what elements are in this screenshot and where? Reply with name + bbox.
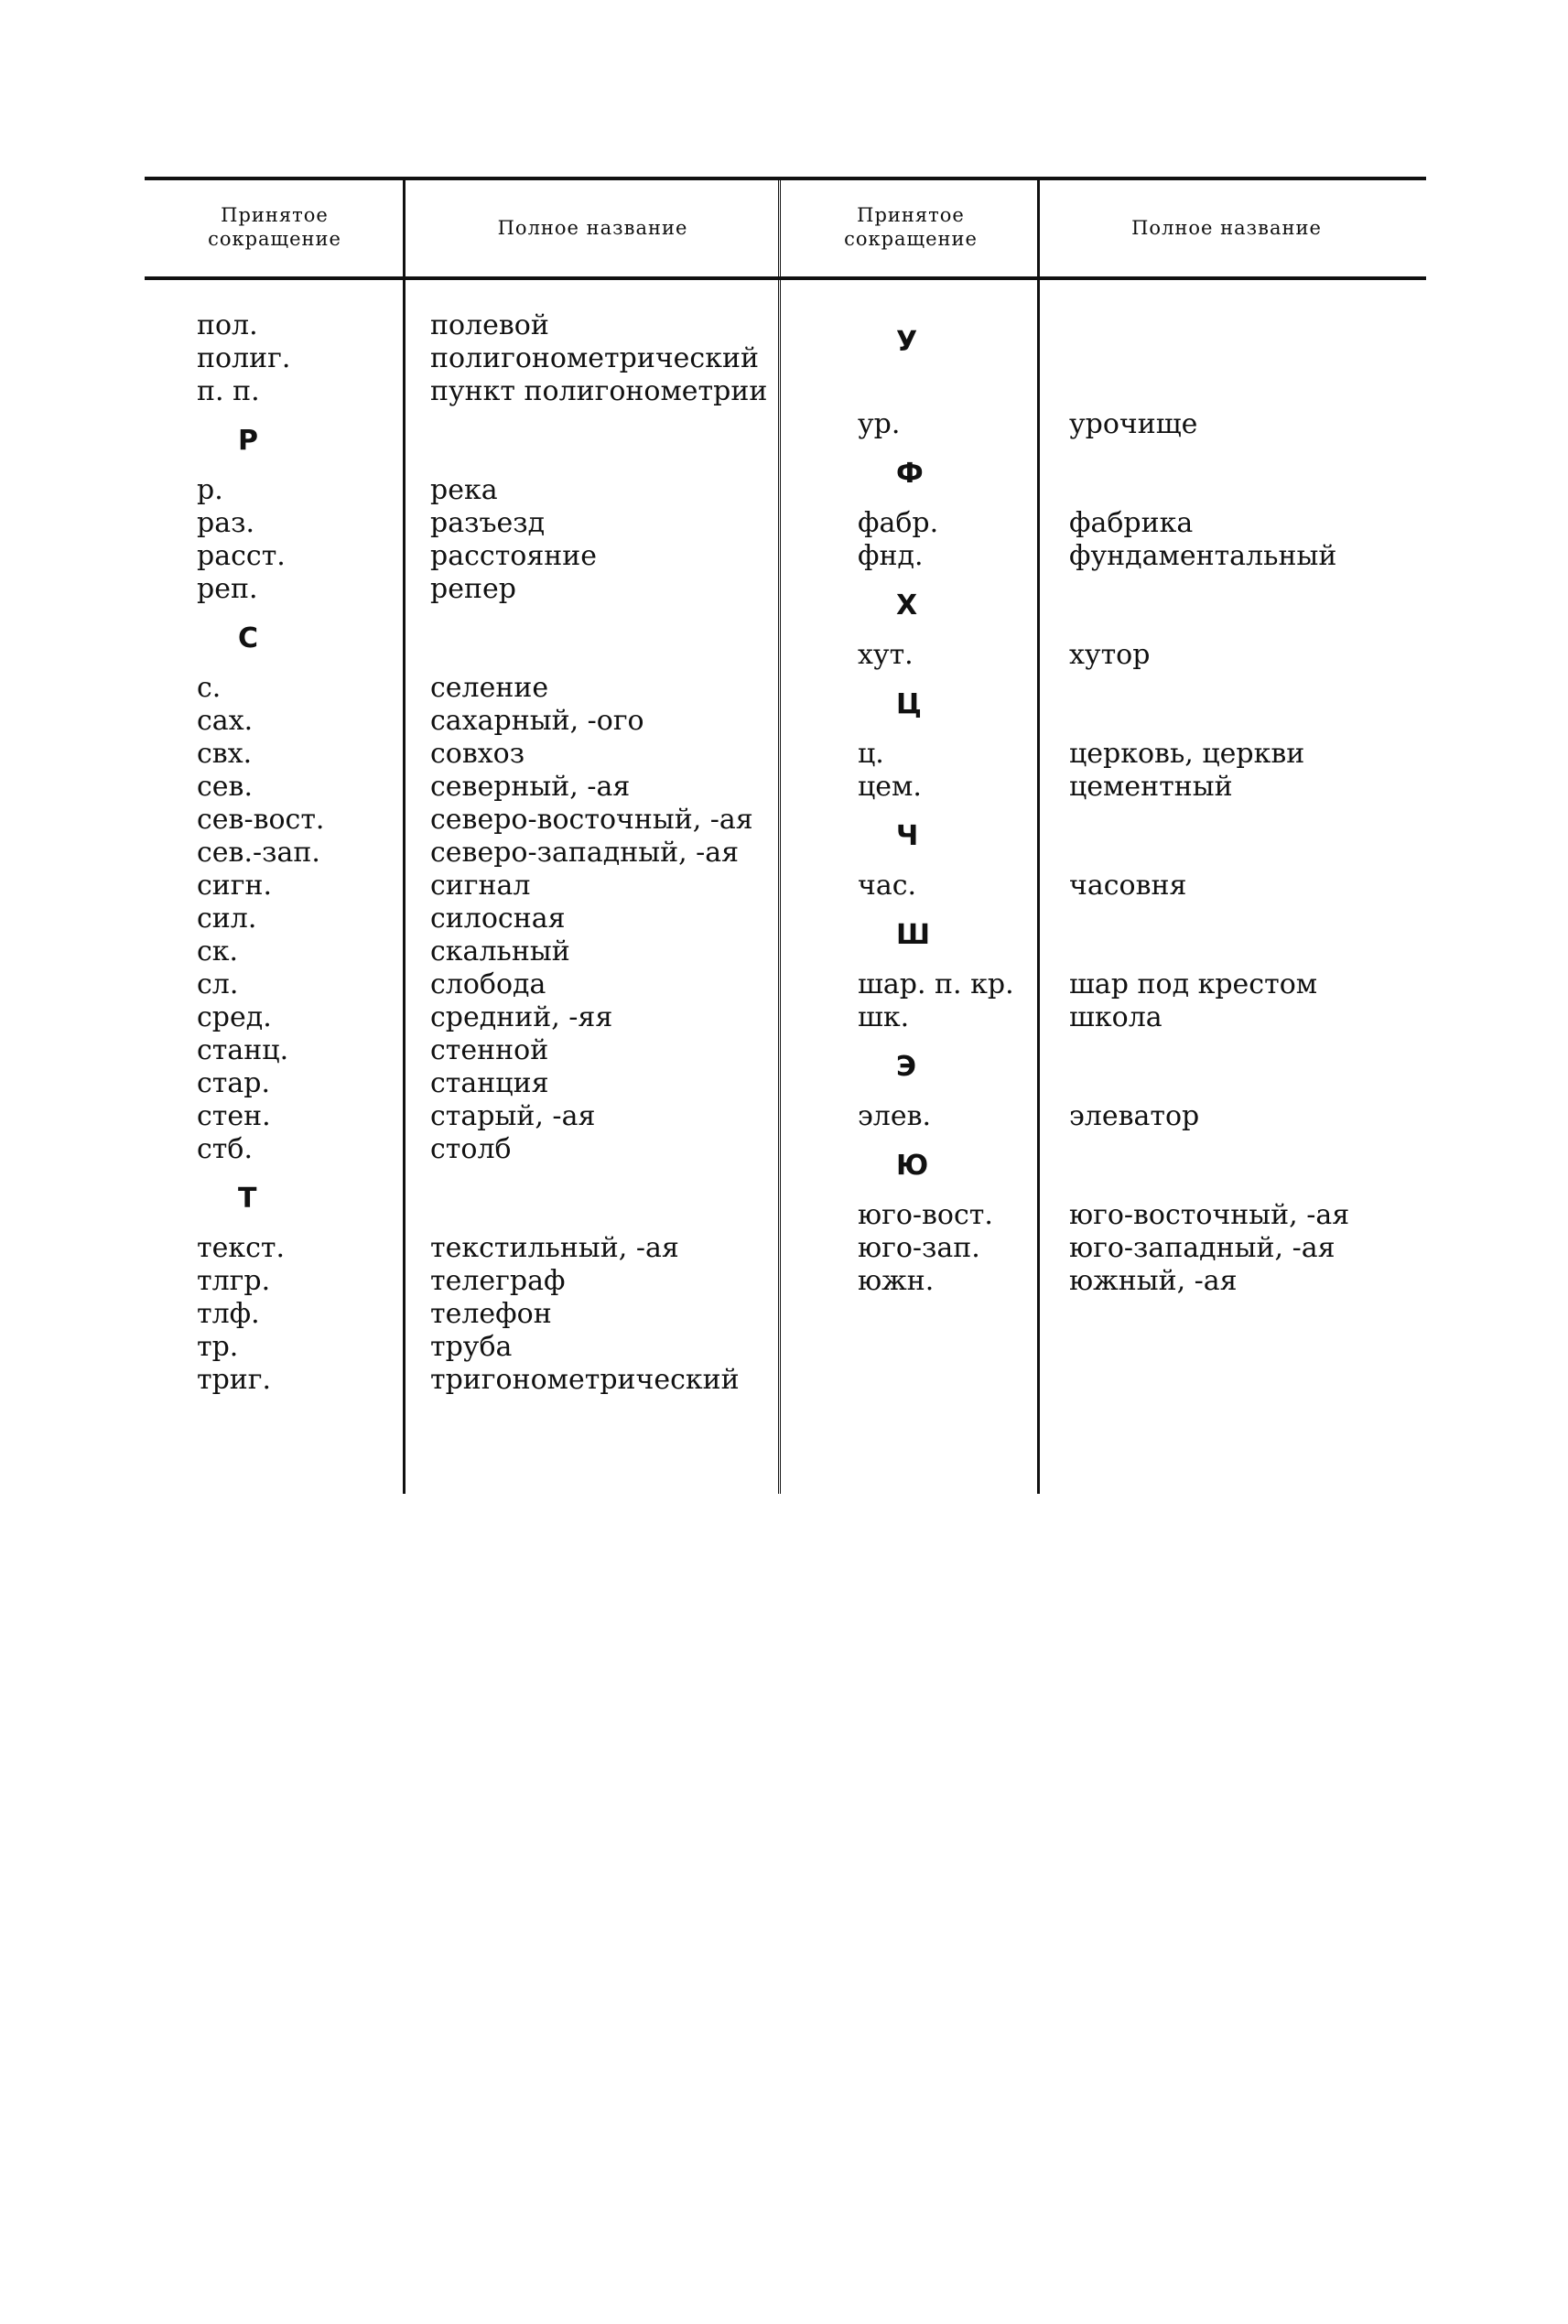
abbreviation: триг. [197, 1364, 272, 1396]
full-name: полигонометрический [430, 342, 759, 374]
full-name: река [430, 474, 498, 506]
abbreviation: юго-зап. [858, 1232, 980, 1264]
abbreviation: стб. [197, 1133, 253, 1165]
full-name: цементный [1069, 771, 1233, 803]
full-name: пункт полигонометрии [430, 375, 768, 407]
abbreviation: станц. [197, 1034, 289, 1066]
abbreviation: элев. [858, 1100, 932, 1132]
full-name: разъезд [430, 507, 546, 539]
abbreviation: шк. [858, 1001, 910, 1033]
top-rule [145, 177, 1426, 180]
full-name: школа [1069, 1001, 1162, 1033]
full-name: юго-восточный, -ая [1069, 1199, 1350, 1231]
full-name: хутор [1069, 639, 1151, 671]
left-abbreviation-column [197, 309, 394, 1397]
full-name: совхоз [430, 738, 525, 770]
abbreviation: расст. [197, 540, 286, 572]
full-name: северный, -ая [430, 771, 631, 803]
abbreviation: ур. [858, 408, 901, 440]
abbreviation: с. [197, 672, 222, 704]
left-fullname-column [430, 309, 778, 1397]
abbreviation: пол. [197, 309, 258, 341]
abbreviation: час. [858, 870, 917, 902]
abbreviation: сев.-зап. [197, 837, 320, 869]
abbreviation: сил. [197, 903, 257, 935]
full-name: полевой [430, 309, 549, 341]
full-name: элеватор [1069, 1100, 1200, 1132]
abbreviation: полиг. [197, 342, 291, 374]
header-abbr-left: Принятое сокращение [208, 204, 341, 250]
section-letter-blank [1069, 804, 1426, 870]
abbreviation: стен. [197, 1100, 271, 1132]
full-name: церковь, церкви [1069, 738, 1305, 770]
section-letter-blank [1069, 441, 1426, 507]
section-letter: У [896, 326, 918, 358]
abbreviation: сев-вост. [197, 804, 325, 836]
abbreviation: фнд. [858, 540, 924, 572]
right-abbreviation-column [858, 309, 1041, 1298]
section-letter: Х [896, 589, 918, 622]
full-name: репер [430, 573, 516, 605]
full-name: телефон [430, 1298, 552, 1330]
section-letter-blank [430, 408, 778, 474]
abbreviation: тр. [197, 1331, 239, 1363]
abbreviation: сев. [197, 771, 253, 803]
section-letter: Ч [896, 820, 919, 852]
section-letter-blank [1069, 672, 1426, 738]
full-name: расстояние [430, 540, 598, 572]
full-name: труба [430, 1331, 513, 1363]
abbreviation: п. п. [197, 375, 260, 407]
header-abbr-right: Принятое сокращение [844, 204, 978, 250]
abbreviation: ск. [197, 935, 239, 967]
full-name: средний, -яя [430, 1001, 613, 1033]
divider-center [778, 178, 785, 1494]
abbreviation: свх. [197, 738, 253, 770]
abbreviation: сах. [197, 705, 254, 737]
right-fullname-column [1069, 309, 1426, 1298]
abbreviation: шар. п. кр. [858, 968, 1014, 1000]
full-name: телеграф [430, 1265, 566, 1297]
abbreviation: сл. [197, 968, 239, 1000]
abbreviation: сигн. [197, 870, 273, 902]
abbreviation: стар. [197, 1067, 271, 1099]
section-letter-blank [1069, 1034, 1426, 1100]
full-name: шар под крестом [1069, 968, 1318, 1000]
abbreviation: сред. [197, 1001, 272, 1033]
header-full-left: Полное название [497, 217, 688, 239]
full-name: сигнал [430, 870, 531, 902]
full-name: фабрика [1069, 507, 1194, 539]
full-name: сахарный, -ого [430, 705, 644, 737]
full-name: стенной [430, 1034, 549, 1066]
section-letter: Ю [896, 1150, 929, 1182]
abbreviation: тлгр. [197, 1265, 271, 1297]
section-letter-blank [1069, 573, 1426, 639]
section-letter-blank [430, 1166, 778, 1232]
full-name: южный, -ая [1069, 1265, 1238, 1297]
abbreviation: ц. [858, 738, 884, 770]
full-name: столб [430, 1133, 512, 1165]
section-letter-blank [1069, 1133, 1426, 1199]
abbreviation: текст. [197, 1232, 286, 1264]
abbreviation: фабр. [858, 507, 939, 539]
section-letter: Т [238, 1183, 257, 1215]
header-full-right: Полное название [1131, 217, 1322, 239]
row-spacer [1069, 375, 1426, 408]
full-name: северо-восточный, -ая [430, 804, 753, 836]
full-name: фундаментальный [1069, 540, 1337, 572]
full-name: юго-западный, -ая [1069, 1232, 1336, 1264]
header-rule [145, 276, 1426, 280]
full-name: станция [430, 1067, 549, 1099]
abbreviation: юго-вост. [858, 1199, 993, 1231]
full-name: тригонометрический [430, 1364, 740, 1396]
divider-1 [403, 178, 406, 1494]
abbreviation: хут. [858, 639, 914, 671]
full-name: силосная [430, 903, 566, 935]
abbreviation: реп. [197, 573, 258, 605]
full-name: скальный [430, 935, 570, 967]
full-name: северо-западный, -ая [430, 837, 740, 869]
section-letter: Ф [896, 458, 924, 490]
section-letter-blank [1069, 309, 1426, 375]
full-name: текстильный, -ая [430, 1232, 679, 1264]
full-name: селение [430, 672, 549, 704]
full-name: урочище [1069, 408, 1198, 440]
full-name: часовня [1069, 870, 1187, 902]
section-letter: Ш [896, 919, 931, 951]
section-letter: Э [896, 1051, 917, 1083]
full-name: слобода [430, 968, 546, 1000]
abbreviation: р. [197, 474, 223, 506]
abbreviation: цем. [858, 771, 922, 803]
section-letter-blank [430, 606, 778, 672]
abbreviation: раз. [197, 507, 254, 539]
full-name: старый, -ая [430, 1100, 596, 1132]
abbreviation: южн. [858, 1265, 935, 1297]
section-letter: Р [238, 425, 258, 457]
section-letter: Ц [896, 688, 922, 720]
abbreviation: тлф. [197, 1298, 260, 1330]
section-letter: С [238, 622, 259, 654]
section-letter-blank [1069, 903, 1426, 968]
row-spacer [858, 375, 1041, 408]
